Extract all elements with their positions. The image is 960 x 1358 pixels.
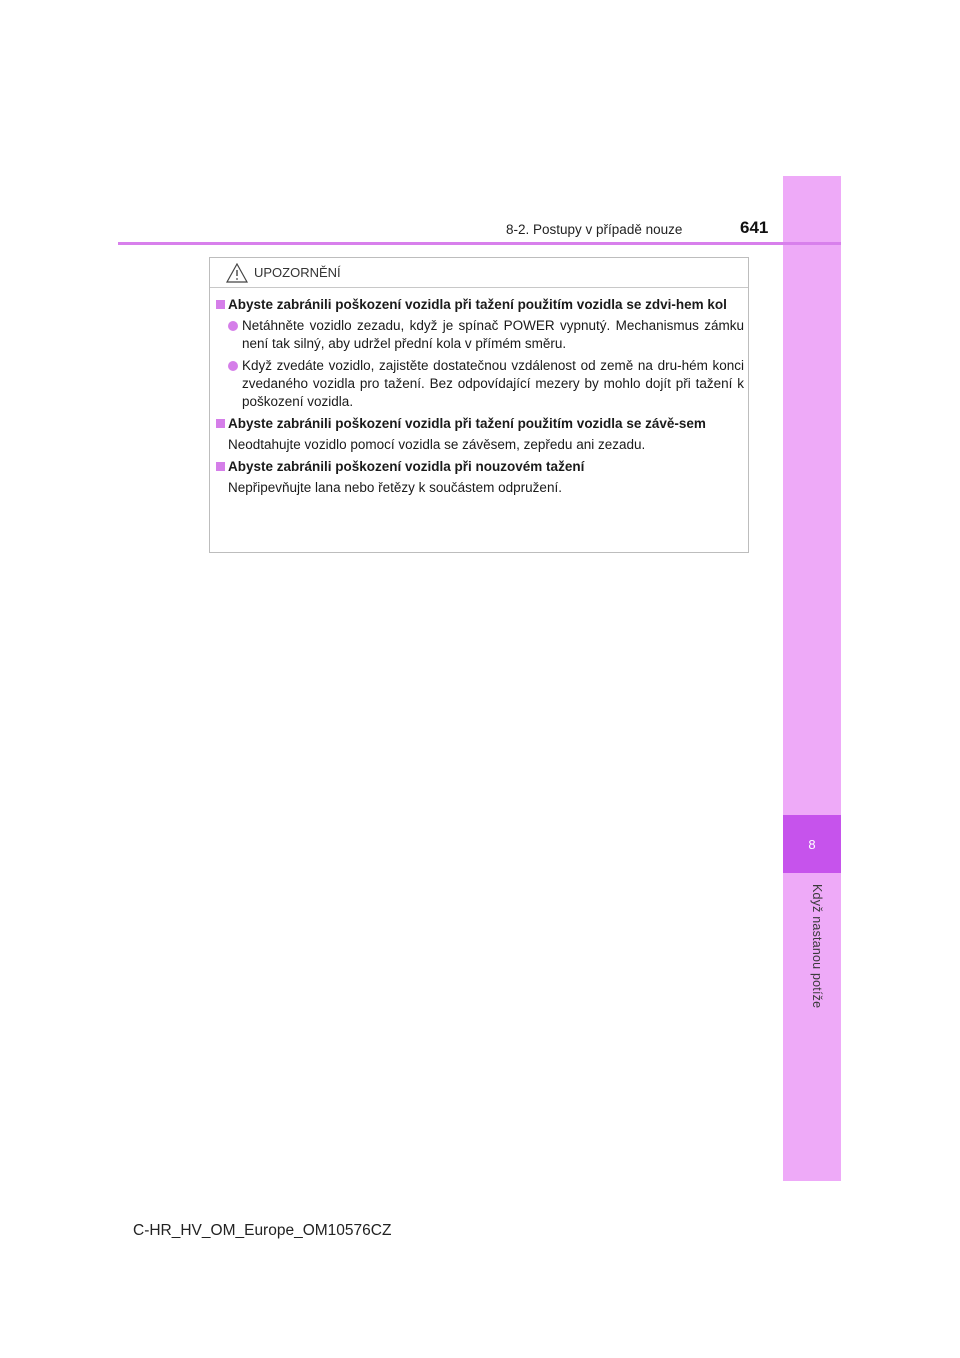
page-number: 641	[740, 218, 769, 237]
header-divider	[118, 242, 841, 245]
square-bullet-icon	[216, 300, 225, 309]
chapter-title: Když nastanou potíže	[810, 884, 824, 1009]
list-item	[216, 357, 744, 411]
section-heading-text: Abyste zabránili poškození vozidla při tažení použitím vozidla se závě-sem	[228, 416, 706, 431]
section-title: 8-2. Postupy v případě nouze	[506, 222, 683, 237]
circle-bullet-icon	[228, 361, 238, 371]
caution-content	[216, 296, 744, 501]
warning-triangle-icon	[226, 263, 248, 283]
list-item	[216, 317, 744, 353]
list-item-text: Netáhněte vozidlo zezadu, když je spínač POWER vypnutý. Mechanismus zámku není tak silný, aby udržel přední kola v přímém směru.	[242, 318, 744, 351]
caution-header	[210, 258, 748, 288]
square-bullet-icon	[216, 419, 225, 428]
caution-box	[209, 257, 749, 553]
section-heading	[216, 458, 744, 476]
document-code: C-HR_HV_OM_Europe_OM10576CZ	[133, 1222, 392, 1239]
circle-bullet-icon	[228, 321, 238, 331]
caution-title: UPOZORNĚNÍ	[254, 265, 341, 280]
section-text: Nepřipevňujte lana nebo řetězy k součástem odpružení.	[228, 480, 562, 495]
chapter-number: 8	[783, 815, 841, 873]
section-heading	[216, 415, 744, 433]
list-item-text: Když zvedáte vozidlo, zajistěte dostatečnou vzdálenost od země na dru-hém konci zvedaného vozidla pro tažení. Bez odpovídající mezery by mohlo dojít při tažení k poškození vozidla.	[242, 358, 744, 409]
section-heading-text: Abyste zabránili poškození vozidla při nouzovém tažení	[228, 459, 585, 474]
section-heading-text: Abyste zabránili poškození vozidla při tažení použitím vozidla se zdvi-hem kol	[228, 297, 727, 312]
square-bullet-icon	[216, 462, 225, 471]
section-heading	[216, 296, 744, 314]
section-text: Neodtahujte vozidlo pomocí vozidla se závěsem, zepředu ani zezadu.	[228, 437, 646, 452]
